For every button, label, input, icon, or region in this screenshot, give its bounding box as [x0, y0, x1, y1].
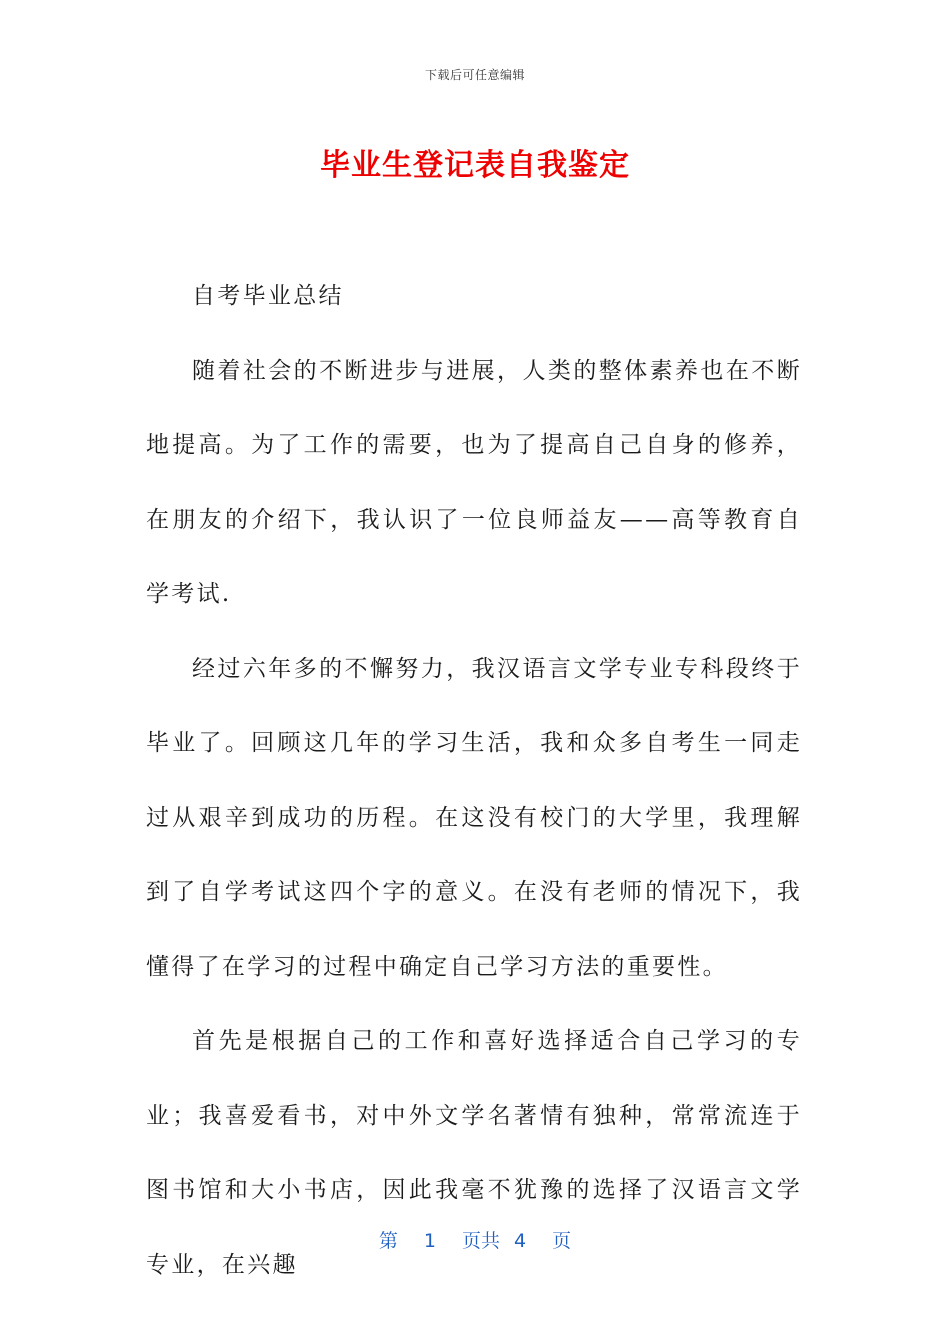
footer-prefix: 第 [378, 1230, 398, 1252]
footer-middle: 页共 [461, 1230, 500, 1252]
page-footer [0, 1226, 950, 1253]
paragraph-2: 经过六年多的不懈努力，我汉语言文学专业专科段终于毕业了。回顾这几年的学习生活，我和众多自考生一同走过从艰辛到成功的历程。在这没有校门的大学里，我理解到了自学考试这四个字的意义。在没有老师的情况下，我懂得了在学习的过程中确定自己学习方法的重要性。 [146, 655, 802, 980]
footer-total-pages: 4 [514, 1230, 527, 1252]
document-body [146, 259, 802, 1302]
footer-current-page: 1 [423, 1230, 436, 1252]
paragraph-3: 首先是根据自己的工作和喜好选择适合自己学习的专业；我喜爱看书，对中外文学名著情有独种，常常流连于图书馆和大小书店，因此我毫不犹豫的选择了汉语言文学专业，在兴趣 [146, 1028, 802, 1278]
footer-suffix: 页 [552, 1230, 572, 1252]
paragraph-1: 随着社会的不断进步与进展，人类的整体素养也在不断地提高。为了工作的需要，也为了提高自己自身的修养，在朋友的介绍下，我认识了一位良师益友——高等教育自学考试. [146, 357, 802, 607]
header-note: 下载后可任意编辑 [424, 68, 525, 82]
paragraph-subtitle: 自考毕业总结 [192, 283, 344, 309]
document-title: 毕业生登记表自我鉴定 [320, 148, 630, 183]
